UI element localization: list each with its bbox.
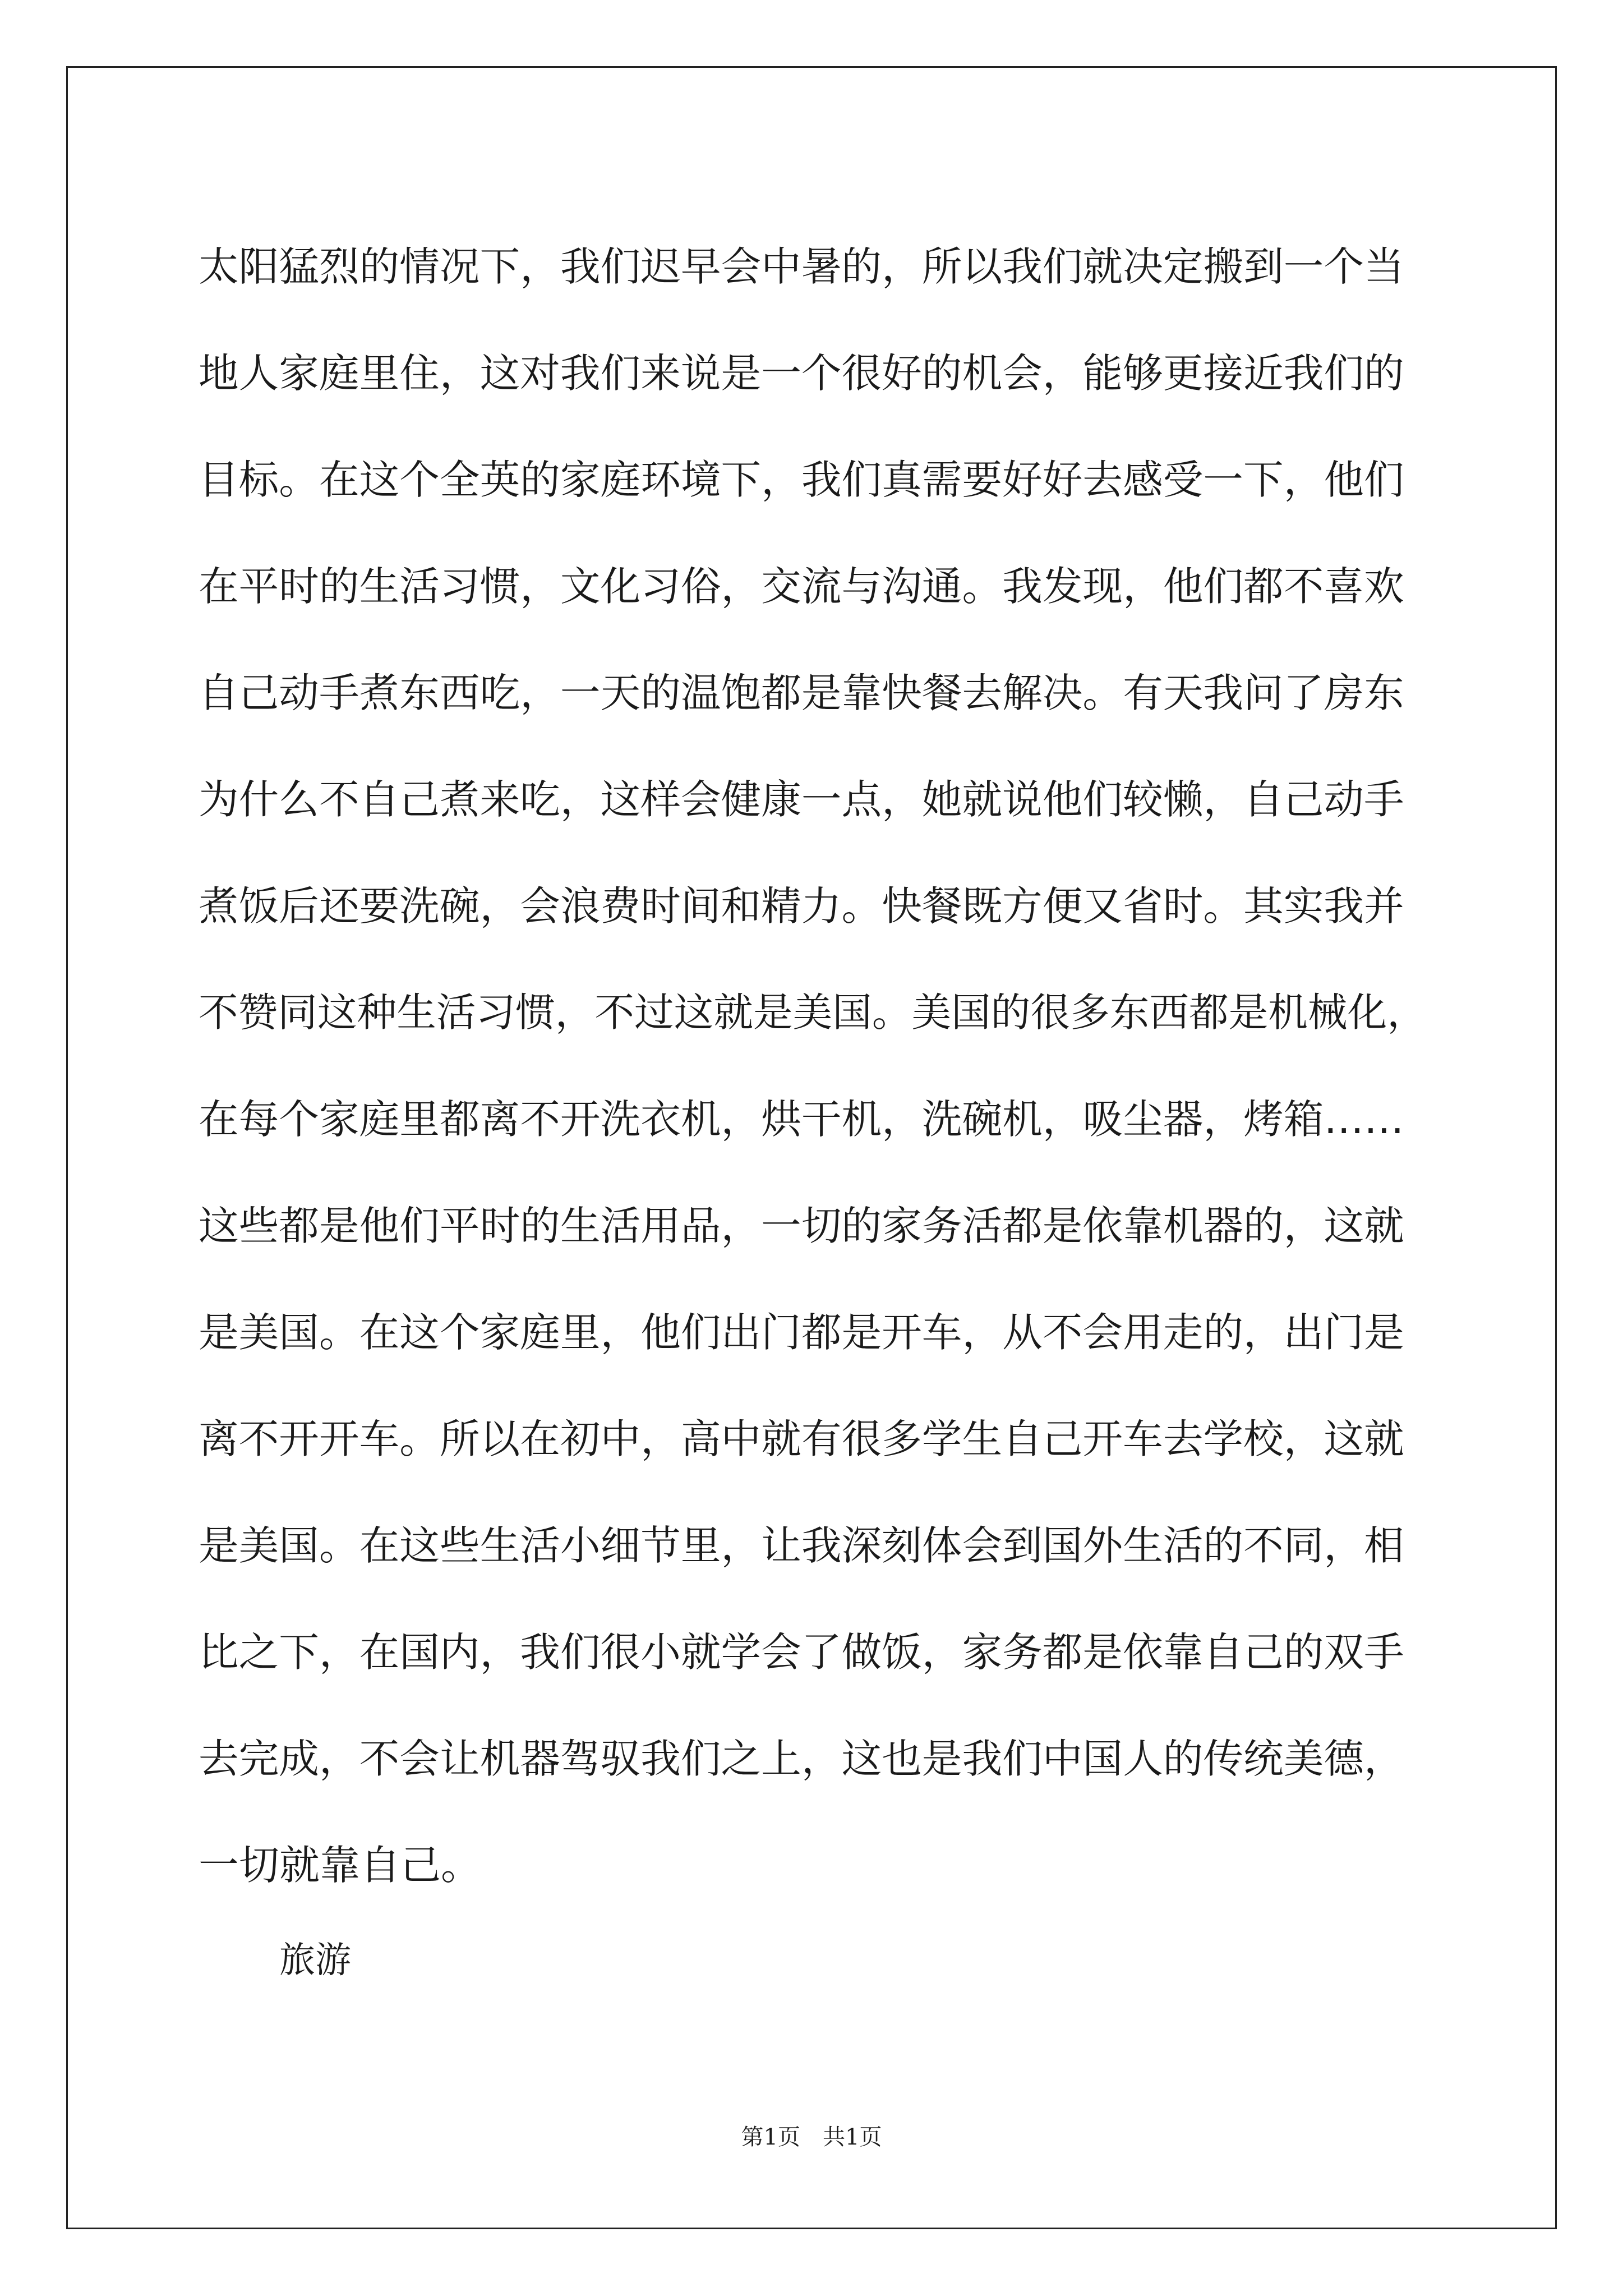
text-line: 离不开开车。所以在初中，高中就有很多学生自己开车去学校，这就	[199, 1415, 1404, 1462]
text-line: 地人家庭里住，这对我们来说是一个很好的机会，能够更接近我们的	[199, 349, 1404, 397]
text-line: 煮饭后还要洗碗，会浪费时间和精力。快餐既方便又省时。其实我并	[199, 882, 1404, 930]
text-line: 是美国。在这个家庭里，他们出门都是开车，从不会用走的，出门是	[199, 1309, 1404, 1356]
text-line: 一切就靠自己。	[199, 1842, 482, 1889]
text-line: 是美国。在这些生活小细节里，让我深刻体会到国外生活的不同，相	[199, 1522, 1404, 1569]
text-line: 在平时的生活习惯，文化习俗，交流与沟通。我发现，他们都不喜欢	[199, 563, 1404, 610]
page-footer	[0, 2120, 1623, 2154]
text-line: 比之下，在国内，我们很小就学会了做饭，家务都是依靠自己的双手	[199, 1628, 1404, 1676]
text-line: 这些都是他们平时的生活用品，一切的家务活都是依靠机器的，这就	[199, 1202, 1404, 1249]
text-line: 为什么不自己煮来吃，这样会健康一点，她就说他们较懒，自己动手	[199, 776, 1404, 823]
section-heading: 旅游	[279, 1940, 351, 1981]
text-line: 不赞同这种生活习惯，不过这就是美国。美国的很多东西都是机械化，	[199, 989, 1427, 1036]
text-line: 太阳猛烈的情况下，我们迟早会中暑的，所以我们就决定搬到一个当	[199, 243, 1404, 290]
text-line: 目标。在这个全英的家庭环境下，我们真需要好好去感受一下，他们	[199, 456, 1404, 503]
text-line: 去完成，不会让机器驾驭我们之上，这也是我们中国人的传统美德，	[199, 1735, 1404, 1782]
text-line: 在每个家庭里都离不开洗衣机，烘干机，洗碗机，吸尘器，烤箱……	[199, 1096, 1404, 1143]
text-line: 自己动手煮东西吃，一天的温饱都是靠快餐去解决。有天我问了房东	[199, 669, 1404, 716]
page-total: 共1页	[823, 2124, 882, 2150]
page-number: 第1页	[741, 2124, 800, 2150]
body-text	[199, 213, 1432, 1918]
